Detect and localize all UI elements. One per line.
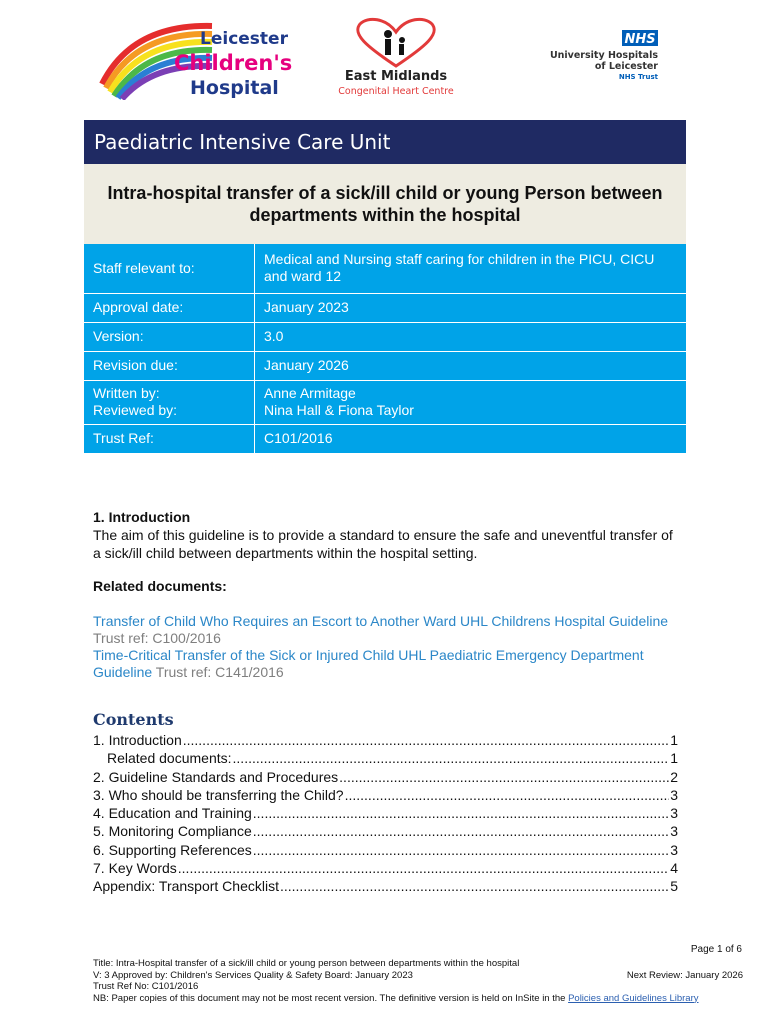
reviewed-by-label: Reviewed by: — [93, 402, 178, 418]
toc-page: 3 — [670, 786, 678, 803]
logo-bar — [0, 0, 770, 110]
toc-page: 1 — [670, 732, 678, 748]
toc-title: 6. Supporting References — [93, 841, 252, 858]
toc-entry[interactable] — [93, 731, 678, 749]
document-footer — [93, 958, 743, 1004]
document-title — [84, 164, 686, 244]
table-row — [84, 424, 686, 453]
toc-page: 3 — [670, 841, 678, 858]
footer-next-review: Next Review: January 2026 — [626, 969, 743, 981]
footer-title-line: Title: Intra-Hospital transfer of a sick/ill child or young person between departments within the hospital — [93, 958, 520, 969]
trust-ref: Trust ref: C100/2016 — [93, 630, 221, 646]
svg-text:Children's: Children's — [174, 51, 292, 75]
toc-entry[interactable] — [93, 804, 678, 822]
toc-leader — [183, 731, 669, 749]
toc-title: 4. Education and Training — [93, 805, 252, 822]
introduction-heading: 1. Introduction — [93, 509, 191, 525]
toc-page: 2 — [670, 768, 678, 785]
toc-title: 7. Key Words — [93, 860, 177, 877]
contents-heading: Contents — [93, 710, 174, 729]
toc-leader — [178, 859, 669, 877]
written-by-label: Written by: — [93, 385, 160, 401]
toc-title: 3. Who should be transferring the Child? — [93, 786, 344, 803]
meta-key — [84, 380, 255, 424]
meta-key: Revision due: — [84, 351, 255, 380]
toc-leader — [280, 877, 669, 895]
toc-leader — [345, 786, 670, 804]
east-midlands-congenital-heart-centre-logo — [326, 16, 466, 100]
footer-note — [93, 993, 743, 1005]
meta-key: Version: — [84, 322, 255, 351]
svg-text:Congenital Heart Centre: Congenital Heart Centre — [338, 86, 454, 97]
related-documents-heading: Related documents: — [93, 578, 227, 594]
meta-key: Staff relevant to: — [84, 244, 255, 293]
trust-ref: Trust ref: C141/2016 — [155, 664, 284, 680]
meta-value: January 2026 — [255, 351, 687, 380]
meta-key: Approval date: — [84, 293, 255, 322]
meta-value — [255, 380, 687, 424]
svg-text:Hospital: Hospital — [190, 77, 279, 99]
meta-value: C101/2016 — [255, 424, 687, 453]
table-of-contents — [93, 731, 678, 896]
toc-entry[interactable] — [93, 822, 678, 840]
toc-leader — [339, 768, 669, 786]
toc-title: 5. Monitoring Compliance — [93, 823, 252, 840]
footer-trust-ref: Trust Ref No: C101/2016 — [93, 981, 199, 992]
toc-title: 1. Introduction — [93, 732, 182, 748]
meta-value: 3.0 — [255, 322, 687, 351]
reviewer-names: Nina Hall & Fiona Taylor — [264, 402, 414, 418]
nhs-uhl-logo — [548, 28, 660, 88]
toc-entry[interactable] — [93, 877, 678, 895]
toc-title: Appendix: Transport Checklist — [93, 878, 279, 895]
leicester-childrens-hospital-logo — [92, 14, 292, 100]
toc-leader — [233, 749, 670, 767]
svg-text:University Hospitals: University Hospitals — [549, 50, 658, 61]
footer-note-text: NB: Paper copies of this document may not be most recent version. The definitive version is held on InSite in the — [93, 992, 566, 1004]
toc-leader — [253, 822, 669, 840]
table-row — [84, 351, 686, 380]
svg-text:NHS: NHS — [624, 32, 656, 47]
related-document-link[interactable]: Transfer of Child Who Requires an Escort to Another Ward UHL Childrens Hospital Guideline — [93, 613, 669, 629]
toc-title: Related documents: — [107, 750, 232, 767]
footer-approval-row — [93, 970, 743, 982]
related-document-item — [93, 647, 683, 681]
toc-entry[interactable] — [93, 749, 678, 767]
toc-page: 4 — [670, 860, 678, 877]
document-metadata-table — [84, 244, 686, 454]
toc-page: 3 — [670, 805, 678, 822]
toc-page: 1 — [670, 750, 678, 767]
meta-value: Medical and Nursing staff caring for children in the PICU, CICU and ward 12 — [255, 244, 687, 293]
table-row — [84, 244, 686, 293]
related-document-item — [93, 613, 683, 647]
heart-icon — [358, 19, 434, 66]
meta-value: January 2023 — [255, 293, 687, 322]
toc-leader — [253, 804, 669, 822]
unit-title-banner: Paediatric Intensive Care Unit — [84, 120, 686, 164]
policies-library-link[interactable]: Policies and Guidelines Library — [568, 992, 699, 1004]
meta-key: Trust Ref: — [84, 424, 255, 453]
toc-leader — [253, 841, 669, 859]
related-document-link[interactable]: Time-Critical Transfer of the Sick or Injured Child UHL Paediatric Emergency Department Guideline — [93, 647, 644, 680]
introduction-section — [93, 508, 683, 562]
toc-entry[interactable] — [93, 768, 678, 786]
toc-page: 5 — [670, 878, 678, 895]
toc-entry[interactable] — [93, 859, 678, 877]
document-title-text: Intra-hospital transfer of a sick/ill child or young Person between departments within the hospital — [107, 183, 663, 225]
svg-text:of Leicester: of Leicester — [594, 61, 658, 72]
table-row — [84, 322, 686, 351]
toc-entry[interactable] — [93, 786, 678, 804]
related-documents-list — [93, 613, 683, 681]
toc-entry[interactable] — [93, 841, 678, 859]
footer-approval-line: V: 3 Approved by: Children's Services Quality & Safety Board: January 2023 — [93, 969, 413, 981]
page-number: Page 1 of 6 — [690, 944, 742, 955]
author-name: Anne Armitage — [264, 385, 356, 401]
svg-text:Leicester: Leicester — [200, 29, 288, 49]
table-row — [84, 380, 686, 424]
svg-text:NHS Trust: NHS Trust — [618, 73, 658, 81]
toc-page: 3 — [670, 823, 678, 840]
table-row — [84, 293, 686, 322]
introduction-body: The aim of this guideline is to provide a standard to ensure the safe and uneventful transfer of a sick/ill child between departments within the hospital setting. — [93, 527, 673, 561]
svg-text:East Midlands: East Midlands — [344, 69, 448, 84]
toc-title: 2. Guideline Standards and Procedures — [93, 768, 339, 785]
